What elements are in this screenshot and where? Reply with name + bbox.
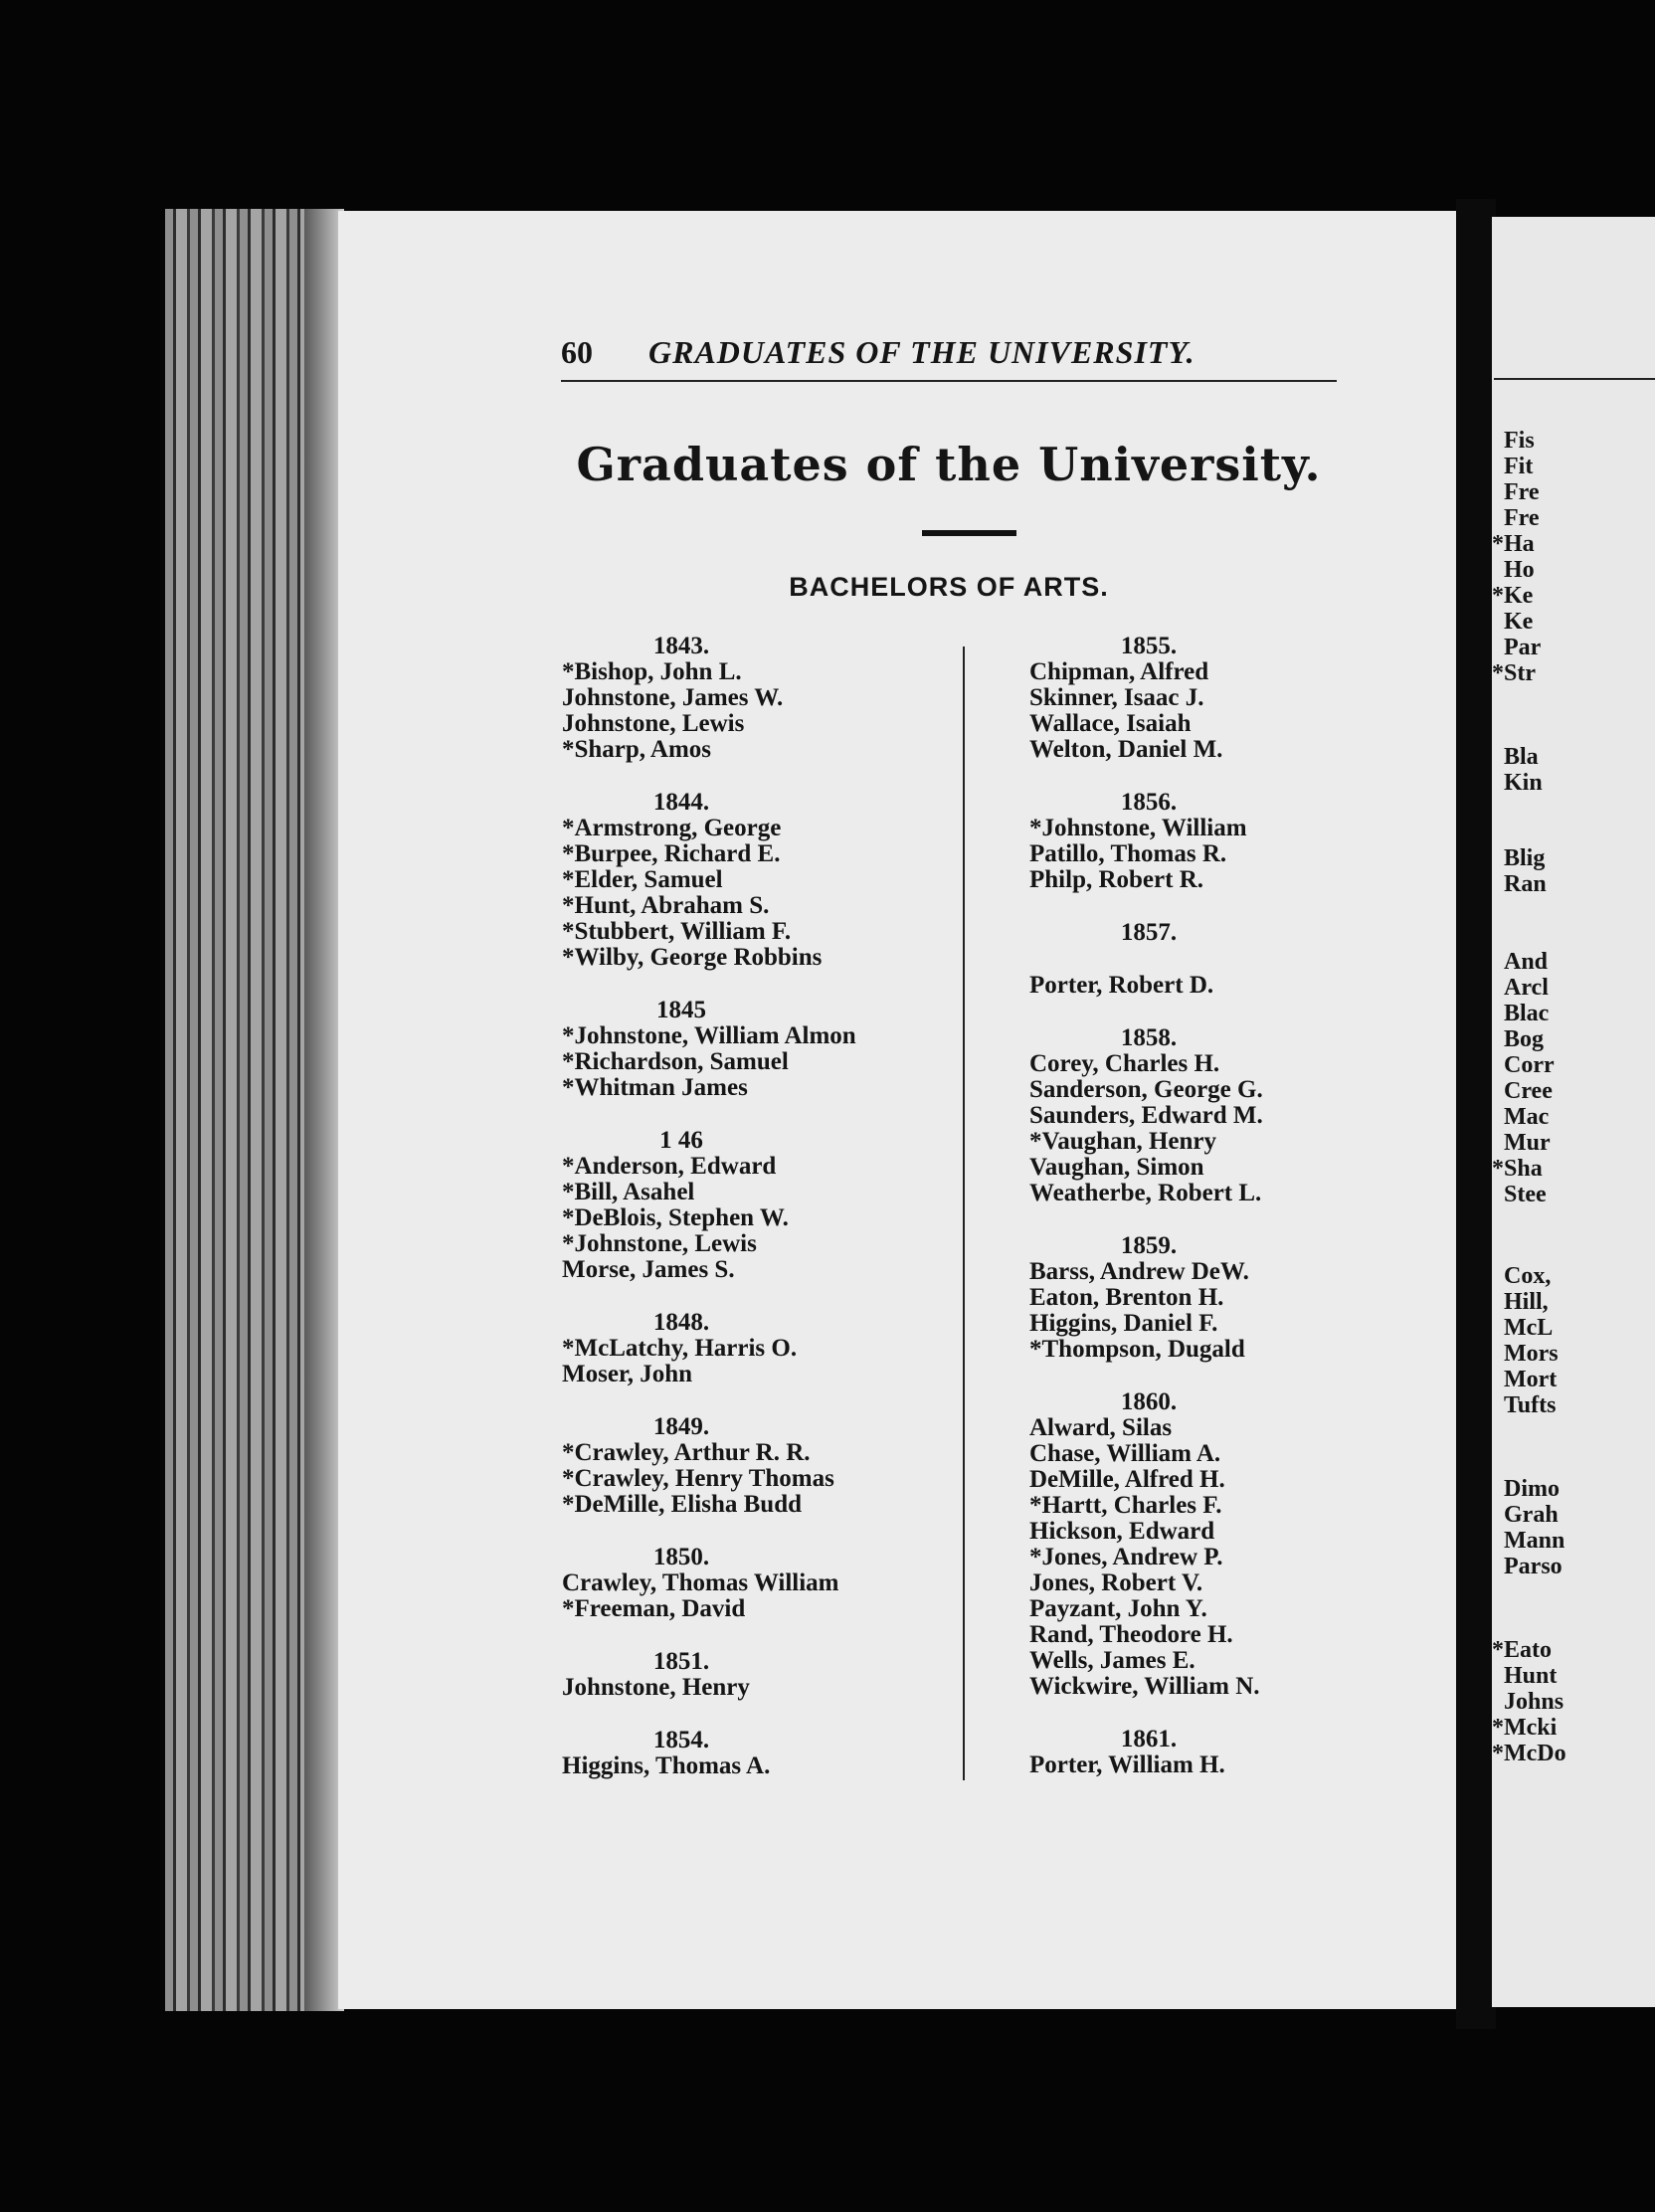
graduate-name: *Whitman James: [562, 1074, 748, 1101]
facing-page-fragment: Bla: [1504, 744, 1539, 770]
graduate-name: *Crawley, Arthur R. R.: [562, 1439, 811, 1466]
year-group: [562, 1649, 940, 1701]
graduate-name: Rand, Theodore H.: [1029, 1621, 1233, 1648]
facing-page-fragment: Mac: [1504, 1104, 1550, 1130]
facing-page-fragment: Parso: [1504, 1554, 1563, 1579]
facing-page-fragment: Mur: [1504, 1130, 1551, 1156]
facing-page-fragment: Fre: [1504, 505, 1540, 531]
year-group: [562, 1728, 940, 1779]
graduate-name: Wells, James E.: [1029, 1647, 1195, 1674]
facing-page-fragment: McL: [1504, 1315, 1554, 1341]
year-group: [1029, 973, 1427, 999]
book-gutter: [1456, 199, 1496, 2029]
facing-page-fragment: Mors: [1504, 1341, 1559, 1367]
graduate-name: *Vaughan, Henry: [1029, 1128, 1217, 1155]
graduate-name: *Richardson, Samuel: [562, 1048, 789, 1075]
year-heading: 1861.: [1120, 1726, 1178, 1752]
graduate-name: *Johnstone, Lewis: [562, 1230, 757, 1257]
year-group: [1029, 1727, 1427, 1778]
graduate-name: *Bill, Asahel: [562, 1179, 695, 1205]
graduate-name: Hickson, Edward: [1029, 1518, 1215, 1545]
year-heading: 1851.: [652, 1648, 710, 1675]
graduate-name: *Sharp, Amos: [562, 736, 712, 763]
facing-page-fragment: Corr: [1504, 1052, 1555, 1078]
right-column: [1029, 634, 1427, 1805]
graduate-name: *Bishop, John L.: [562, 658, 742, 685]
facing-page-fragment: *Str: [1492, 660, 1536, 686]
year-group: [1029, 1233, 1427, 1363]
graduate-name: Johnstone, Lewis: [562, 710, 745, 737]
graduate-name: Barss, Andrew DeW.: [1029, 1258, 1249, 1285]
year-group: [1029, 920, 1427, 946]
facing-page-fragment: Ran: [1504, 871, 1547, 897]
graduate-name: *Elder, Samuel: [562, 866, 723, 893]
year-heading: 1856.: [1120, 789, 1178, 816]
graduate-name: *Wilby, George Robbins: [562, 944, 823, 971]
year-group: [1029, 1389, 1427, 1700]
facing-page-fragment: Stee: [1504, 1182, 1547, 1207]
graduate-name: DeMille, Alfred H.: [1029, 1466, 1225, 1493]
year-heading: 1854.: [652, 1727, 710, 1753]
page-title: Graduates of the University.: [576, 438, 1322, 491]
graduate-name: Jones, Robert V.: [1029, 1569, 1203, 1596]
graduate-name: Moser, John: [562, 1361, 693, 1387]
year-heading: 1849.: [652, 1413, 710, 1440]
graduate-name: *McLatchy, Harris O.: [562, 1335, 798, 1362]
facing-page-fragment: Cree: [1504, 1078, 1553, 1104]
graduate-name: *Johnstone, William: [1029, 815, 1247, 841]
year-heading: 1855.: [1120, 633, 1178, 659]
year-heading: 1860.: [1120, 1388, 1178, 1415]
graduate-name: Chase, William A.: [1029, 1440, 1221, 1467]
graduate-name: Corey, Charles H.: [1029, 1050, 1220, 1077]
year-group: [562, 1545, 940, 1622]
year-group: [562, 634, 940, 763]
facing-page-fragment: Fis: [1504, 428, 1535, 454]
graduate-name: Johnstone, Henry: [562, 1674, 750, 1701]
graduate-name: Chipman, Alfred: [1029, 658, 1209, 685]
graduate-name: Saunders, Edward M.: [1029, 1102, 1263, 1129]
running-head: GRADUATES OF THE UNIVERSITY.: [648, 334, 1195, 370]
facing-page-fragment: Par: [1504, 635, 1542, 660]
book-page-edges: [165, 209, 344, 2011]
year-heading: 1859.: [1120, 1232, 1178, 1259]
graduate-name: Wickwire, William N.: [1029, 1673, 1260, 1700]
graduate-name: Payzant, John Y.: [1029, 1595, 1207, 1622]
graduate-name: Vaughan, Simon: [1029, 1154, 1204, 1181]
graduate-name: Weatherbe, Robert L.: [1029, 1180, 1262, 1206]
facing-page-fragment: *Mcki: [1492, 1715, 1558, 1741]
year-group: [1029, 790, 1427, 893]
graduate-name: Higgins, Thomas A.: [562, 1752, 771, 1779]
facing-page-fragment: Hill,: [1504, 1289, 1549, 1315]
graduate-name: *Thompson, Dugald: [1029, 1336, 1245, 1363]
graduate-name: *Hunt, Abraham S.: [562, 892, 770, 919]
facing-page-fragment: Mann: [1504, 1528, 1565, 1554]
graduate-name: *Hartt, Charles F.: [1029, 1492, 1222, 1519]
year-heading: 1850.: [652, 1544, 710, 1570]
graduate-name: *DeMille, Elisha Budd: [562, 1491, 803, 1518]
facing-page-fragment: Blac: [1504, 1001, 1550, 1026]
facing-page-fragment: Fit: [1504, 454, 1534, 479]
year-group: [1029, 1025, 1427, 1206]
graduate-name: Porter, Robert D.: [1029, 972, 1214, 999]
facing-page-fragment: Ho: [1504, 557, 1535, 583]
graduate-name: Skinner, Isaac J.: [1029, 684, 1204, 711]
graduate-name: *Burpee, Richard E.: [562, 840, 781, 867]
facing-page-fragment: Arcl: [1504, 975, 1549, 1001]
page-header: [561, 332, 1337, 382]
graduate-name: Crawley, Thomas William: [562, 1569, 839, 1596]
facing-page-fragment: *Ke: [1492, 583, 1534, 609]
graduate-name: Eaton, Brenton H.: [1029, 1284, 1224, 1311]
graduate-name: Philp, Robert R.: [1029, 866, 1203, 893]
facing-page-fragment: Dimo: [1504, 1476, 1560, 1502]
year-group: [562, 790, 940, 971]
facing-page-fragment: *McDo: [1492, 1741, 1566, 1766]
facing-page-fragment: *Sha: [1492, 1156, 1543, 1182]
section-heading: BACHELORS OF ARTS.: [789, 572, 1109, 602]
graduate-name: *DeBlois, Stephen W.: [562, 1204, 789, 1231]
facing-page-fragment: Fre: [1504, 479, 1540, 505]
facing-page-fragment: Ke: [1504, 609, 1534, 635]
graduate-name: Porter, William H.: [1029, 1751, 1225, 1778]
graduate-name: *Armstrong, George: [562, 815, 782, 841]
facing-page-fragment: Tufts: [1504, 1392, 1557, 1418]
year-group: [1029, 634, 1427, 763]
year-heading: 1845: [656, 997, 706, 1023]
facing-page-fragment: Mort: [1504, 1367, 1558, 1392]
left-column: [562, 634, 940, 1806]
facing-page-fragment: Kin: [1504, 770, 1543, 796]
graduate-name: Patillo, Thomas R.: [1029, 840, 1227, 867]
facing-page-fragment: And: [1504, 949, 1549, 975]
facing-page-rule: [1494, 378, 1655, 380]
graduate-name: Morse, James S.: [562, 1256, 735, 1283]
graduate-name: Alward, Silas: [1029, 1414, 1173, 1441]
year-group: [562, 998, 940, 1101]
year-group: [562, 1310, 940, 1387]
graduate-name: *Stubbert, William F.: [562, 918, 792, 945]
year-heading: 1858.: [1120, 1024, 1178, 1051]
facing-page-fragment: Hunt: [1504, 1663, 1558, 1689]
facing-page-fragment: *Eato: [1492, 1637, 1552, 1663]
graduate-name: Higgins, Daniel F.: [1029, 1310, 1218, 1337]
column-divider: [963, 646, 965, 1780]
graduate-name: *Crawley, Henry Thomas: [562, 1465, 834, 1492]
graduate-name: *Anderson, Edward: [562, 1153, 777, 1180]
facing-page-fragment: Bog: [1504, 1026, 1545, 1052]
year-heading: 1 46: [659, 1127, 703, 1154]
year-heading: 1857.: [1120, 919, 1178, 946]
facing-page-fragment: Blig: [1504, 845, 1546, 871]
year-heading: 1844.: [652, 789, 710, 816]
graduate-name: Sanderson, George G.: [1029, 1076, 1263, 1103]
graduate-name: *Jones, Andrew P.: [1029, 1544, 1223, 1570]
page-number: 60: [561, 334, 593, 370]
facing-page: [1492, 217, 1655, 2007]
year-heading: 1843.: [652, 633, 710, 659]
graduate-name: Welton, Daniel M.: [1029, 736, 1223, 763]
title-rule: [922, 530, 1016, 536]
facing-page-fragment: Grah: [1504, 1502, 1559, 1528]
graduate-name: *Johnstone, William Almon: [562, 1022, 856, 1049]
graduate-name: Johnstone, James W.: [562, 684, 784, 711]
graduate-name: Wallace, Isaiah: [1029, 710, 1192, 737]
facing-page-fragment: Cox,: [1504, 1263, 1552, 1289]
facing-page-fragment: Johns: [1504, 1689, 1564, 1715]
year-group: [562, 1414, 940, 1518]
year-group: [562, 1128, 940, 1283]
graduate-name: *Freeman, David: [562, 1595, 746, 1622]
year-heading: 1848.: [652, 1309, 710, 1336]
facing-page-fragment: *Ha: [1492, 531, 1535, 557]
